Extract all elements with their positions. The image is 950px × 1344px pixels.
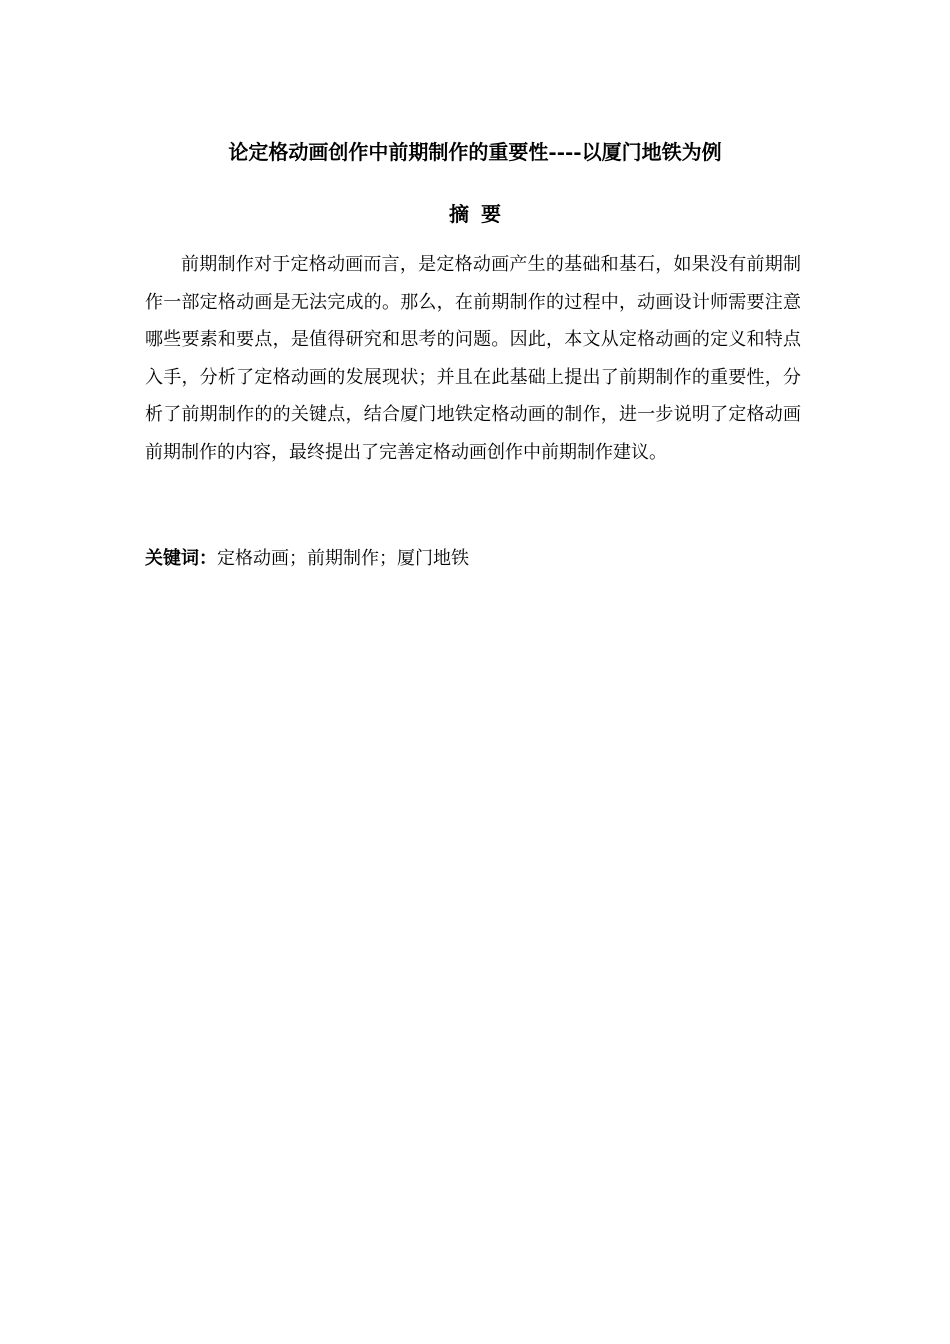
abstract-body: 前期制作对于定格动画而言，是定格动画产生的基础和基石，如果没有前期制作一部定格动画是无法完成的。那么，在前期制作的过程中，动画设计师需要注意哪些要素和要点，是值得研究和思考的问题。因此，本文从定格动画的定义和特点入手，分析了定格动画的发展现状；并且在此基础上提出了前期制作的重要性，分析了前期制作的的关键点，结合厦门地铁定格动画的制作，进一步说明了定格动画前期制作的内容，最终提出了完善定格动画创作中前期制作建议。 xyxy=(145,254,801,463)
keywords-label: 关键词： xyxy=(145,548,217,569)
document-title: 论定格动画创作中前期制作的重要性----以厦门地铁为例 xyxy=(228,140,722,164)
abstract-heading: 摘要 xyxy=(449,202,513,226)
keywords-value: 定格动画；前期制作；厦门地铁 xyxy=(217,548,469,569)
keywords-line xyxy=(145,544,801,574)
